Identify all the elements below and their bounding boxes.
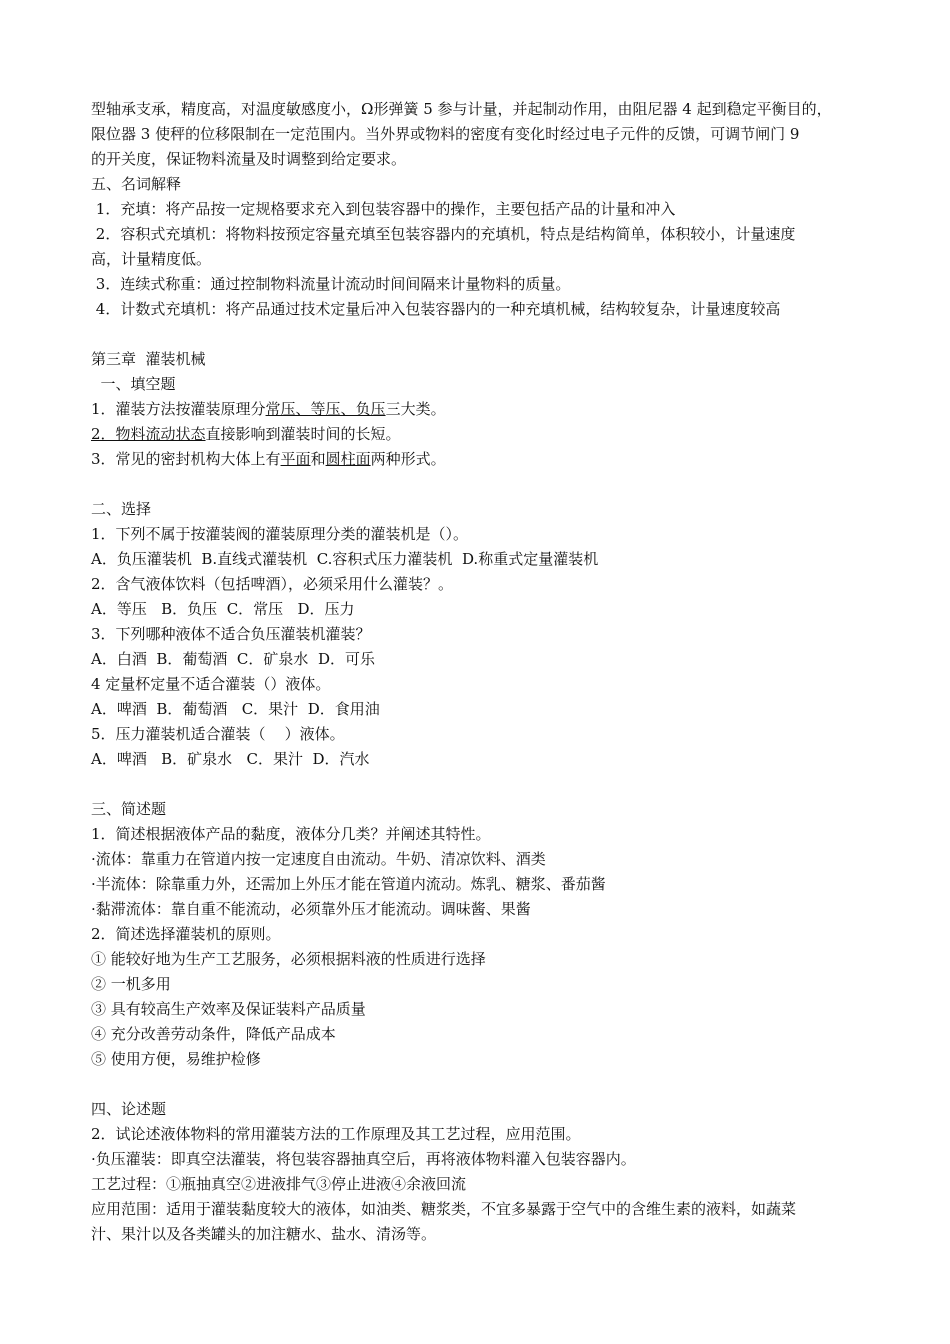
choice-question-3: 3．下列哪种液体不适合负压灌装机灌装？ [91, 625, 371, 643]
spacer [91, 772, 871, 797]
short-answer-1-item-1: ·流体：靠重力在管道内按一定速度自由流动。牛奶、清凉饮料、酒类 [91, 850, 546, 868]
short-heading: 三、简述题 [91, 800, 167, 818]
essay-answer-line-2: 工艺过程：①瓶抽真空②进液排气③停止进液④余液回流 [91, 1175, 467, 1193]
short-question-2: 2．简述选择灌装机的原则。 [91, 925, 281, 943]
choice-question-2: 2．含气液体饮料（包括啤酒），必须采用什么灌装？。 [91, 575, 454, 593]
fill-q3-prefix: 3．常见的密封机构大体上有 [91, 450, 281, 468]
essay-answer-line-1: ·负压灌装：即真空法灌装，将包装容器抽真空后，再将液体物料灌入包装容器内。 [91, 1150, 636, 1168]
terms-heading: 五、名词解释 [91, 175, 182, 193]
choice-options-2: A．等压 B．负压 C．常压 D．压力 [91, 600, 355, 618]
intro-line-2: 限位器 3 使秤的位移限制在一定范围内。当外界或物料的密度有变化时经过电子元件的反馈，可调节闸门 9 [91, 125, 800, 143]
choice-options-3: A．白酒 B．葡萄酒 C．矿泉水 D．可乐 [91, 650, 375, 668]
choice-question-4: 4 定量杯定量不适合灌装（）液体。 [91, 675, 331, 693]
choice-question-5: 5．压力灌装机适合灌装（ ）液体。 [91, 725, 345, 743]
spacer [91, 322, 871, 347]
fill-q1-answer: 常压、等压、负压 [265, 400, 386, 418]
term-1: 1．充填：将产品按一定规格要求充入到包装容器中的操作，主要包括产品的计量和冲入 [91, 200, 676, 218]
fill-q1-prefix: 1．灌装方法按灌装原理分 [91, 400, 266, 418]
short-answer-1-item-3: ·黏滞流体：靠自重不能流动，必须靠外压才能流动。调味酱、果酱 [91, 900, 531, 918]
short-answer-1-item-2: ·半流体：除靠重力外，还需加上外压才能在管道内流动。炼乳、糖浆、番茄酱 [91, 875, 606, 893]
fill-q1-suffix: 三大类。 [385, 400, 446, 418]
short-question-1: 1．简述根据液体产品的黏度，液体分几类？并阐述其特性。 [91, 825, 491, 843]
choice-heading: 二、选择 [91, 500, 152, 518]
document-body [91, 97, 871, 1247]
fill-question-3 [91, 447, 871, 472]
essay-question-2: 2．试论述液体物料的常用灌装方法的工作原理及其工艺过程，应用范围。 [91, 1125, 581, 1143]
term-2-line-2: 高，计量精度低。 [91, 250, 212, 268]
chapter-title: 第三章 灌装机械 [91, 350, 206, 368]
fill-q3-answer-2: 圆柱面 [325, 450, 371, 468]
fill-q3-mid: 和 [310, 450, 326, 468]
term-2-line-1: 2．容积式充填机：将物料按预定容量充填至包装容器内的充填机，特点是结构简单，体积较小，计量速度 [91, 225, 796, 243]
choice-options-5: A．啤酒 B．矿泉水 C．果汁 D．汽水 [91, 750, 370, 768]
choice-options-1: A．负压灌装机 B.直线式灌装机 C.容积式压力灌装机 D.称重式定量灌装机 [91, 550, 599, 568]
fill-question-1 [91, 397, 871, 422]
essay-answer-line-3: 应用范围：适用于灌装黏度较大的液体，如油类、糖浆类，不宜多暴露于空气中的含维生素的液料，如蔬菜 [91, 1200, 797, 1218]
fill-q3-suffix: 两种形式。 [370, 450, 446, 468]
term-3: 3．连续式称重：通过控制物料流量计流动时间间隔来计量物料的质量。 [91, 275, 571, 293]
spacer [91, 472, 871, 497]
essay-heading: 四、论述题 [91, 1100, 167, 1118]
short-answer-2-item-4: ④ 充分改善劳动条件，降低产品成本 [91, 1025, 336, 1043]
fill-heading: 一、填空题 [91, 375, 176, 393]
choice-options-4: A．啤酒 B．葡萄酒 C．果汁 D．食用油 [91, 700, 380, 718]
short-answer-2-item-2: ② 一机多用 [91, 975, 171, 993]
short-answer-2-item-1: ① 能较好地为生产工艺服务，必须根据料液的性质进行选择 [91, 950, 486, 968]
fill-q2-suffix: 直接影响到灌装时间的长短。 [205, 425, 401, 443]
fill-q3-answer-1: 平面 [280, 450, 311, 468]
choice-question-1: 1．下列不属于按灌装阀的灌装原理分类的灌装机是（）。 [91, 525, 469, 543]
short-answer-2-item-3: ③ 具有较高生产效率及保证装料产品质量 [91, 1000, 366, 1018]
short-answer-2-item-5: ⑤ 使用方便，易维护检修 [91, 1050, 261, 1068]
essay-answer-line-4: 汁、果汁以及各类罐头的加注糖水、盐水、清汤等。 [91, 1225, 437, 1243]
spacer [91, 1072, 871, 1097]
intro-line-1: 型轴承支承，精度高，对温度敏感度小，Ω形弹簧 5 参与计量，并起制动作用，由阻尼器 4 起到稳定平衡目的， [91, 100, 832, 118]
fill-q2-answer: 2．物料流动状态 [91, 425, 206, 443]
fill-question-2 [91, 422, 871, 447]
intro-line-3: 的开关度，保证物料流量及时调整到给定要求。 [91, 150, 407, 168]
term-4: 4．计数式充填机：将产品通过技术定量后冲入包装容器内的一种充填机械，结构较复杂，计量速度较高 [91, 300, 781, 318]
